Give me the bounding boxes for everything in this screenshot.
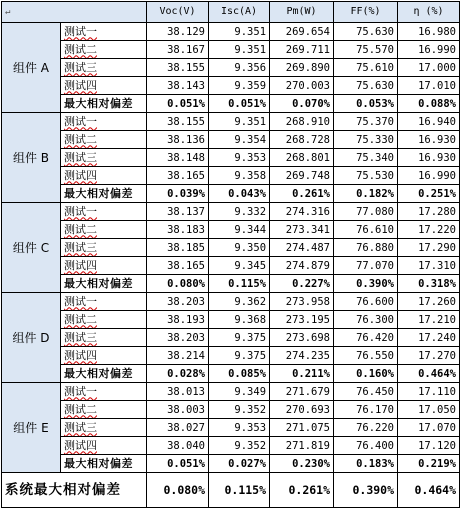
value-cell: 38.167	[147, 41, 209, 59]
table-row	[2, 41, 460, 59]
table-row	[2, 347, 460, 365]
value-cell: 17.220	[398, 221, 460, 239]
max-deviation-label: 最大相对偏差	[61, 185, 147, 203]
value-cell: 9.353	[209, 419, 270, 437]
value-cell: 76.880	[334, 239, 398, 257]
max-deviation-row	[2, 275, 460, 293]
table-row	[2, 59, 460, 77]
test-label-cell	[61, 23, 147, 41]
test-label-cell	[61, 41, 147, 59]
test-label: 测试二	[64, 132, 97, 146]
value-cell: 9.351	[209, 41, 270, 59]
test-label: 测试三	[64, 60, 97, 74]
value-cell: 9.375	[209, 347, 270, 365]
value-cell: 38.185	[147, 239, 209, 257]
max-deviation-row	[2, 185, 460, 203]
system-deviation-value: 0.390%	[334, 473, 398, 508]
value-cell: 76.450	[334, 383, 398, 401]
test-label: 测试二	[64, 42, 97, 56]
test-label-cell	[61, 329, 147, 347]
value-cell: 75.370	[334, 113, 398, 131]
max-deviation-value: 0.070%	[270, 95, 334, 113]
value-cell: 9.358	[209, 167, 270, 185]
value-cell: 9.359	[209, 77, 270, 95]
max-deviation-value: 0.160%	[334, 365, 398, 383]
value-cell: 271.075	[270, 419, 334, 437]
value-cell: 38.143	[147, 77, 209, 95]
value-cell: 17.280	[398, 203, 460, 221]
max-deviation-value: 0.230%	[270, 455, 334, 473]
value-cell: 9.368	[209, 311, 270, 329]
corner-cell: ↵	[2, 2, 147, 23]
value-cell: 9.345	[209, 257, 270, 275]
col-header-ff: FF(%)	[334, 2, 398, 23]
value-cell: 38.165	[147, 167, 209, 185]
value-cell: 9.352	[209, 437, 270, 455]
value-cell: 9.352	[209, 401, 270, 419]
value-cell: 38.165	[147, 257, 209, 275]
group-name: 组件 C	[2, 203, 61, 293]
value-cell: 9.353	[209, 149, 270, 167]
table-row	[2, 203, 460, 221]
value-cell: 271.819	[270, 437, 334, 455]
test-label-cell	[61, 203, 147, 221]
value-cell: 269.748	[270, 167, 334, 185]
table-row	[2, 167, 460, 185]
value-cell: 17.050	[398, 401, 460, 419]
value-cell: 16.990	[398, 167, 460, 185]
max-deviation-value: 0.028%	[147, 365, 209, 383]
value-cell: 38.003	[147, 401, 209, 419]
table-row	[2, 311, 460, 329]
col-header-voc: Voc(V)	[147, 2, 209, 23]
system-deviation-row	[2, 473, 460, 508]
group-name: 组件 D	[2, 293, 61, 383]
value-cell: 17.000	[398, 59, 460, 77]
test-label: 测试三	[64, 330, 97, 344]
value-cell: 9.375	[209, 329, 270, 347]
value-cell: 9.351	[209, 23, 270, 41]
measurement-table	[1, 1, 460, 508]
value-cell: 16.990	[398, 41, 460, 59]
max-deviation-value: 0.183%	[334, 455, 398, 473]
test-label-cell	[61, 149, 147, 167]
max-deviation-row	[2, 365, 460, 383]
max-deviation-value: 0.318%	[398, 275, 460, 293]
value-cell: 75.570	[334, 41, 398, 59]
value-cell: 9.350	[209, 239, 270, 257]
value-cell: 76.420	[334, 329, 398, 347]
value-cell: 273.195	[270, 311, 334, 329]
test-label: 测试二	[64, 312, 97, 326]
value-cell: 38.137	[147, 203, 209, 221]
test-label: 测试四	[64, 348, 97, 362]
test-label: 测试四	[64, 78, 97, 92]
value-cell: 76.220	[334, 419, 398, 437]
max-deviation-label: 最大相对偏差	[61, 365, 147, 383]
test-label-cell	[61, 131, 147, 149]
test-label-cell	[61, 437, 147, 455]
test-label-cell	[61, 239, 147, 257]
value-cell: 9.344	[209, 221, 270, 239]
max-deviation-value: 0.085%	[209, 365, 270, 383]
test-label-cell	[61, 113, 147, 131]
max-deviation-value: 0.051%	[147, 95, 209, 113]
table-row	[2, 383, 460, 401]
max-deviation-value: 0.211%	[270, 365, 334, 383]
max-deviation-value: 0.088%	[398, 95, 460, 113]
value-cell: 17.070	[398, 419, 460, 437]
value-cell: 270.693	[270, 401, 334, 419]
test-label-cell	[61, 77, 147, 95]
table-row	[2, 293, 460, 311]
value-cell: 75.630	[334, 23, 398, 41]
test-label-cell	[61, 347, 147, 365]
value-cell: 16.930	[398, 149, 460, 167]
max-deviation-label: 最大相对偏差	[61, 95, 147, 113]
table-row	[2, 329, 460, 347]
test-label: 测试二	[64, 222, 97, 236]
value-cell: 268.910	[270, 113, 334, 131]
value-cell: 38.155	[147, 113, 209, 131]
max-deviation-value: 0.053%	[334, 95, 398, 113]
value-cell: 76.170	[334, 401, 398, 419]
max-deviation-row	[2, 95, 460, 113]
value-cell: 9.349	[209, 383, 270, 401]
system-deviation-value: 0.080%	[147, 473, 209, 508]
value-cell: 9.351	[209, 113, 270, 131]
test-label-cell	[61, 293, 147, 311]
test-label: 测试三	[64, 420, 97, 434]
test-label-cell	[61, 401, 147, 419]
max-deviation-value: 0.182%	[334, 185, 398, 203]
value-cell: 17.210	[398, 311, 460, 329]
table-row	[2, 113, 460, 131]
value-cell: 17.270	[398, 347, 460, 365]
value-cell: 17.260	[398, 293, 460, 311]
value-cell: 271.679	[270, 383, 334, 401]
value-cell: 268.801	[270, 149, 334, 167]
test-label: 测试三	[64, 150, 97, 164]
test-label: 测试二	[64, 402, 97, 416]
test-label: 测试一	[64, 204, 97, 218]
table-body	[2, 2, 460, 508]
max-deviation-value: 0.464%	[398, 365, 460, 383]
value-cell: 9.356	[209, 59, 270, 77]
value-cell: 274.235	[270, 347, 334, 365]
test-label-cell	[61, 221, 147, 239]
test-label-cell	[61, 59, 147, 77]
value-cell: 76.300	[334, 311, 398, 329]
test-label-cell	[61, 257, 147, 275]
table-row	[2, 221, 460, 239]
table-row	[2, 23, 460, 41]
system-deviation-label: 系统最大相对偏差	[2, 473, 147, 508]
col-header-isc: Isc(A)	[209, 2, 270, 23]
max-deviation-value: 0.227%	[270, 275, 334, 293]
value-cell: 17.010	[398, 77, 460, 95]
value-cell: 38.148	[147, 149, 209, 167]
value-cell: 38.027	[147, 419, 209, 437]
max-deviation-label: 最大相对偏差	[61, 275, 147, 293]
value-cell: 75.630	[334, 77, 398, 95]
test-label-cell	[61, 167, 147, 185]
table-row	[2, 401, 460, 419]
test-label: 测试四	[64, 438, 97, 452]
test-label: 测试一	[64, 294, 97, 308]
table-row	[2, 131, 460, 149]
value-cell: 38.129	[147, 23, 209, 41]
value-cell: 38.013	[147, 383, 209, 401]
value-cell: 16.980	[398, 23, 460, 41]
value-cell: 269.654	[270, 23, 334, 41]
value-cell: 38.155	[147, 59, 209, 77]
max-deviation-value: 0.219%	[398, 455, 460, 473]
max-deviation-label: 最大相对偏差	[61, 455, 147, 473]
value-cell: 38.040	[147, 437, 209, 455]
value-cell: 17.110	[398, 383, 460, 401]
table-row	[2, 149, 460, 167]
value-cell: 38.193	[147, 311, 209, 329]
value-cell: 75.340	[334, 149, 398, 167]
max-deviation-value: 0.261%	[270, 185, 334, 203]
max-deviation-value: 0.051%	[147, 455, 209, 473]
max-deviation-value: 0.043%	[209, 185, 270, 203]
value-cell: 38.203	[147, 329, 209, 347]
table-row	[2, 77, 460, 95]
max-deviation-value: 0.027%	[209, 455, 270, 473]
value-cell: 38.214	[147, 347, 209, 365]
test-label: 测试一	[64, 24, 97, 38]
value-cell: 76.600	[334, 293, 398, 311]
system-deviation-value: 0.115%	[209, 473, 270, 508]
group-name: 组件 A	[2, 23, 61, 113]
max-deviation-value: 0.251%	[398, 185, 460, 203]
value-cell: 16.940	[398, 113, 460, 131]
table-row	[2, 239, 460, 257]
test-label: 测试三	[64, 240, 97, 254]
value-cell: 273.341	[270, 221, 334, 239]
value-cell: 269.711	[270, 41, 334, 59]
value-cell: 17.290	[398, 239, 460, 257]
system-deviation-value: 0.261%	[270, 473, 334, 508]
test-label: 测试四	[64, 258, 97, 272]
value-cell: 268.728	[270, 131, 334, 149]
col-header-pm: Pm(W)	[270, 2, 334, 23]
value-cell: 274.316	[270, 203, 334, 221]
system-deviation-value: 0.464%	[398, 473, 460, 508]
value-cell: 17.310	[398, 257, 460, 275]
col-header-eta: η (%)	[398, 2, 460, 23]
table-row	[2, 257, 460, 275]
value-cell: 9.354	[209, 131, 270, 149]
value-cell: 274.487	[270, 239, 334, 257]
value-cell: 9.362	[209, 293, 270, 311]
value-cell: 76.610	[334, 221, 398, 239]
value-cell: 77.080	[334, 203, 398, 221]
value-cell: 75.610	[334, 59, 398, 77]
test-label-cell	[61, 419, 147, 437]
value-cell: 269.890	[270, 59, 334, 77]
max-deviation-value: 0.115%	[209, 275, 270, 293]
value-cell: 77.070	[334, 257, 398, 275]
max-deviation-value: 0.039%	[147, 185, 209, 203]
test-label-cell	[61, 311, 147, 329]
value-cell: 273.958	[270, 293, 334, 311]
value-cell: 76.400	[334, 437, 398, 455]
test-label: 测试一	[64, 384, 97, 398]
value-cell: 38.203	[147, 293, 209, 311]
max-deviation-value: 0.390%	[334, 275, 398, 293]
header-row	[2, 2, 460, 23]
test-label: 测试四	[64, 168, 97, 182]
value-cell: 75.330	[334, 131, 398, 149]
value-cell: 17.120	[398, 437, 460, 455]
max-deviation-value: 0.051%	[209, 95, 270, 113]
value-cell: 38.183	[147, 221, 209, 239]
test-label: 测试一	[64, 114, 97, 128]
value-cell: 38.136	[147, 131, 209, 149]
value-cell: 274.879	[270, 257, 334, 275]
value-cell: 17.240	[398, 329, 460, 347]
value-cell: 76.550	[334, 347, 398, 365]
value-cell: 16.930	[398, 131, 460, 149]
value-cell: 273.698	[270, 329, 334, 347]
group-name: 组件 E	[2, 383, 61, 473]
value-cell: 270.003	[270, 77, 334, 95]
table-row	[2, 437, 460, 455]
value-cell: 75.530	[334, 167, 398, 185]
value-cell: 9.332	[209, 203, 270, 221]
group-name: 组件 B	[2, 113, 61, 203]
test-label-cell	[61, 383, 147, 401]
table-row	[2, 419, 460, 437]
max-deviation-value: 0.080%	[147, 275, 209, 293]
max-deviation-row	[2, 455, 460, 473]
